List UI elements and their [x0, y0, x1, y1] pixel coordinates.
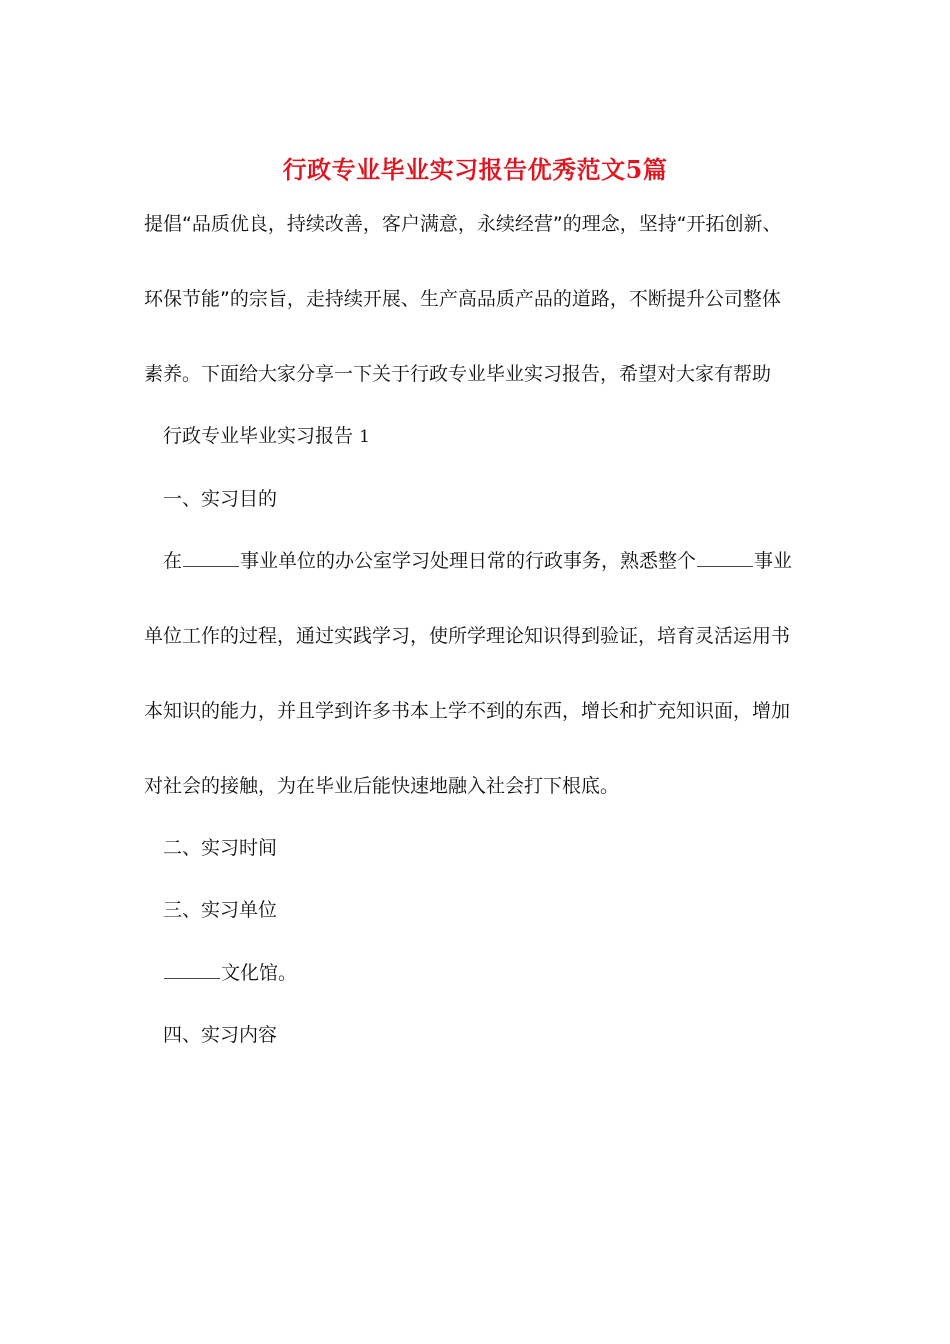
- intro-line-2: 环保节能”的宗旨，走持续开展、生产高品质产品的道路，不断提升公司整体: [144, 288, 781, 310]
- unit-line: [163, 960, 297, 986]
- fill-in-blank: [697, 548, 753, 567]
- section-heading-time: 二、实习时间: [163, 837, 278, 859]
- purpose-text-c: 事业: [754, 550, 793, 572]
- report-number: 1: [359, 427, 370, 447]
- purpose-line-2: 单位工作的过程，通过实践学习，使所学理论知识得到验证，培育灵活运用书: [144, 625, 791, 647]
- purpose-text-b: 事业单位的办公室学习处理日常的行政事务，熟悉整个: [240, 550, 697, 572]
- report-heading: [163, 423, 370, 450]
- purpose-line-1: [163, 548, 792, 574]
- section-heading-unit: 三、实习单位: [163, 899, 278, 921]
- report-heading-text: 行政专业毕业实习报告: [163, 425, 354, 447]
- unit-suffix: 文化馆。: [221, 962, 298, 984]
- intro-line-3: 素养。下面给大家分享一下关于行政专业毕业实习报告，希望对大家有帮助: [144, 363, 772, 385]
- intro-line-1: 提倡“品质优良，持续改善，客户满意，永续经营”的理念，坚持“开拓创新、: [144, 213, 782, 235]
- document-title: 行政专业毕业实习报告优秀范文5篇: [282, 155, 668, 184]
- fill-in-blank: [183, 548, 239, 567]
- purpose-text-a: 在: [163, 550, 183, 572]
- purpose-line-3: 本知识的能力，并且学到许多书本上学不到的东西，增长和扩充知识面，增加: [144, 700, 791, 722]
- fill-in-blank: [164, 960, 220, 979]
- section-heading-content: 四、实习内容: [163, 1024, 278, 1046]
- purpose-line-4: 对社会的接触，为在毕业后能快速地融入社会打下根底。: [144, 775, 620, 797]
- section-heading-purpose: 一、实习目的: [163, 488, 278, 510]
